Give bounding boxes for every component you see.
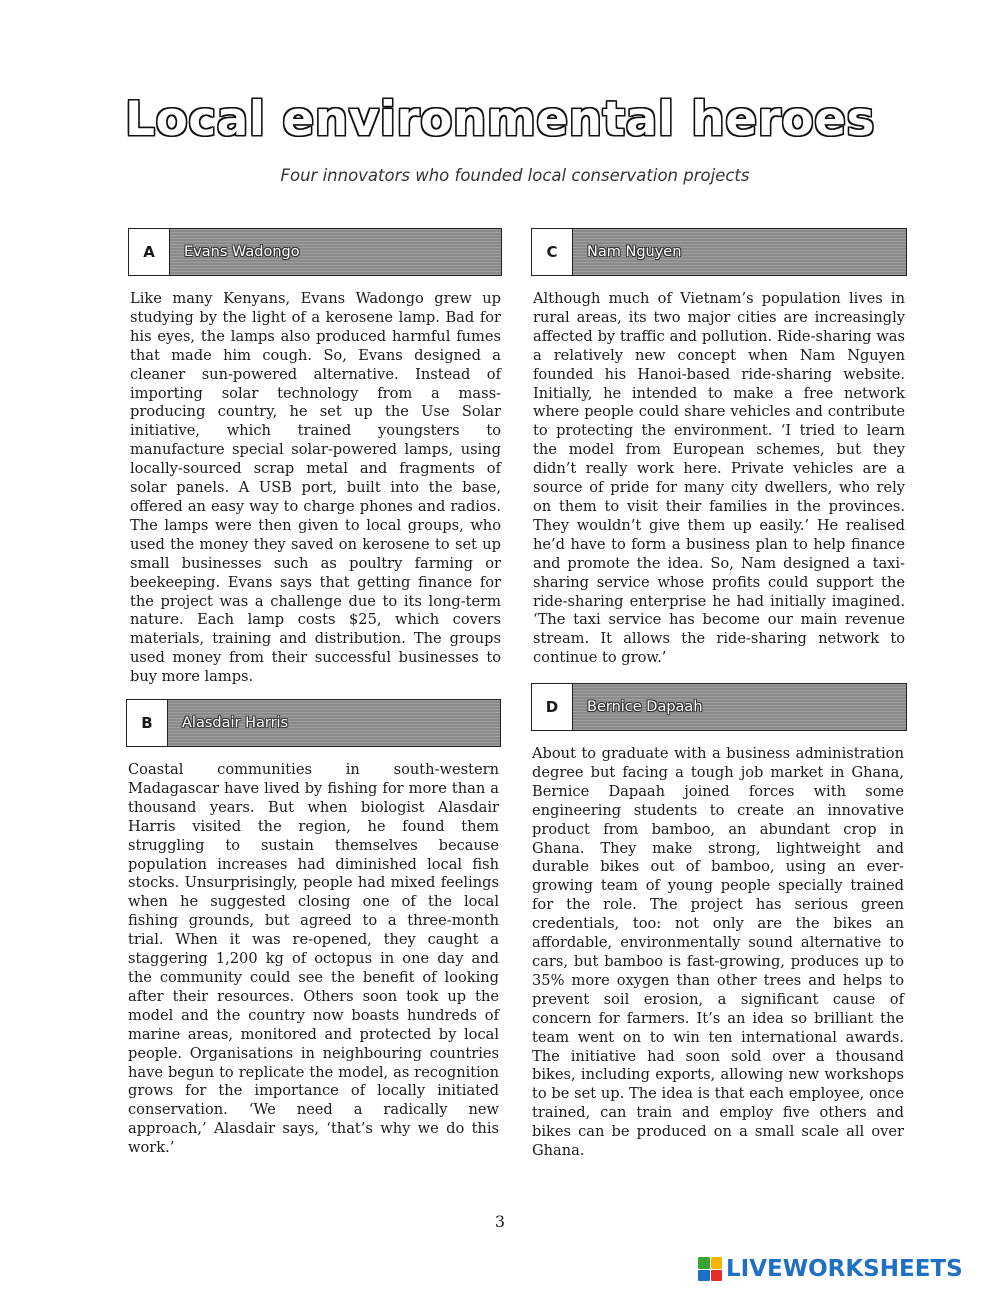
section-name: Alasdair Harris: [182, 715, 289, 731]
section-letter: B: [127, 700, 168, 746]
brand-logo-icon: [698, 1257, 722, 1281]
brand-name: LIVEWORKSHEETS: [726, 1256, 963, 1282]
section-name: Bernice Dapaah: [587, 699, 703, 715]
section-b-header: [126, 699, 501, 747]
brand-watermark: [698, 1256, 963, 1282]
section-d-body: About to graduate with a business administration degree but facing a tough job market in Ghana, Bernice Dapaah joined forces with some engineering students to create an innovative product from bamboo, an abundant crop in Ghana. They make strong, lightweight and durable bikes out of bamboo, using an ever-growing team of young people specially trained for the role. The project has serious green credentials, too: not only are the bikes an affordable, environmentally sound alternative to cars, but bamboo is fast-growing, produces up to 35% more oxygen than other trees and helps to prevent soil erosion, a significant cause of concern for farmers. It’s an idea so brilliant the team went on to win ten international awards. The initiative had soon sold over a thousand bikes, including exports, allowing new workshops to be set up. The idea is that each employee, once trained, can train and employ five others and bikes can be produced on a small scale all over Ghana.: [532, 745, 904, 1160]
page-subtitle: Four innovators who founded local conservation projects: [280, 166, 750, 185]
section-a-body: Like many Kenyans, Evans Wadongo grew up studying by the light of a kerosene lamp. Bad for his eyes, the lamps also produced harmful fumes that made him cough. So, Evans designed a cleaner sun-powered alternative. Instead of importing solar technology from a mass-producing country, he set up the Use Solar initiative, which trained youngsters to manufacture special solar-powered lamps, using locally-sourced scrap metal and fragments of solar panels. A USB port, built into the base, offered an easy way to charge phones and radios. The lamps were then given to local groups, who used the money they saved on kerosene to set up small businesses such as poultry farming or beekeeping. Evans says that getting finance for the project was a challenge due to its long-term nature. Each lamp costs $25, which covers materials, training and distribution. The groups used money from their successful businesses to buy more lamps.: [130, 290, 501, 686]
section-name: Nam Nguyen: [587, 244, 682, 260]
section-d-header: [531, 683, 907, 731]
section-b-body: Coastal communities in south-western Madagascar have lived by fishing for more than a thousand years. But when biologist Alasdair Harris visited the region, he found them struggling to sustain themselves because population increases had diminished local fish stocks. Unsurprisingly, people had mixed feelings when he suggested closing one of the local fishing grounds, but agreed to a three-month trial. When it was re-opened, they caught a staggering 1,200 kg of octopus in one day and the community could see the benefit of looking after their resources. Others soon took up the model and the country now boasts hundreds of marine areas, monitored and protected by local people. Organisations in neighbouring countries have begun to replicate the model, as recognition grows for the importance of locally initiated conservation. ‘We need a radically new approach,’ Alasdair says, ‘that’s why we do this work.’: [128, 761, 499, 1157]
section-a-header: [128, 228, 502, 276]
section-c-body: Although much of Vietnam’s population lives in rural areas, its two major cities are increasingly affected by traffic and pollution. Ride-sharing was a relatively new concept when Nam Nguyen founded his Hanoi-based ride-sharing website. Initially, he intended to make a free network where people could share vehicles and contribute to protecting the environment. ‘I tried to learn the model from European schemes, but they didn’t really work here. Private vehicles are a source of pride for many city dwellers, who rely on them to visit their families in the provinces. They wouldn’t give them up easily.’ He realised he’d have to form a business plan to help finance and promote the idea. So, Nam designed a taxi-sharing service whose profits could support the ride-sharing enterprise he had initially imagined. ‘The taxi service has become our main revenue stream. It allows the ride-sharing network to continue to grow.’: [533, 290, 905, 667]
section-name: Evans Wadongo: [184, 244, 300, 260]
section-letter: A: [129, 229, 170, 275]
section-letter: D: [532, 684, 573, 730]
page-number: 3: [494, 1212, 506, 1231]
section-c-header: [531, 228, 907, 276]
page-title: Local environmental heroes: [125, 92, 875, 147]
section-letter: C: [532, 229, 573, 275]
